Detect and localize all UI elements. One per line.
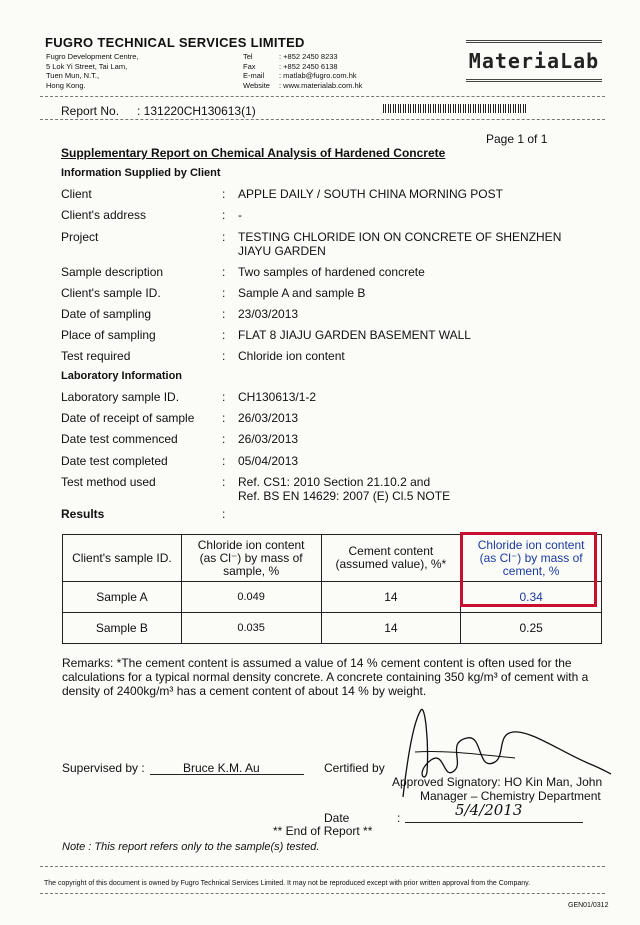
- field-label: Test required: [61, 349, 131, 363]
- field-value-cont: JIAYU GARDEN: [238, 244, 326, 258]
- report-no-label: Report No.: [61, 104, 120, 118]
- field-label: Test method used: [61, 475, 156, 489]
- footer-divider-bottom: [40, 893, 605, 894]
- field-colon: :: [222, 230, 226, 244]
- end-of-report: ** End of Report **: [273, 824, 373, 838]
- report-no-divider: [40, 119, 605, 120]
- table-cell: 0.049: [181, 582, 321, 613]
- contact-value: : +852 2450 6138: [279, 61, 338, 71]
- field-label: Client's address: [61, 208, 146, 222]
- field-value: APPLE DAILY / SOUTH CHINA MORNING POST: [238, 187, 503, 201]
- results-heading: Results: [61, 507, 105, 521]
- address-line: Hong Kong.: [46, 80, 86, 90]
- section-lab-heading: Laboratory Information: [61, 370, 183, 382]
- field-value: FLAT 8 JIAJU GARDEN BASEMENT WALL: [238, 328, 471, 342]
- table-cell: Sample B: [63, 613, 182, 644]
- field-colon: :: [222, 307, 226, 321]
- field-value: -: [238, 208, 242, 222]
- page-number: Page 1 of 1: [486, 132, 548, 146]
- address-line: Fugro Development Centre,: [46, 52, 139, 61]
- field-colon: :: [222, 390, 226, 404]
- field-label: Place of sampling: [61, 328, 156, 342]
- field-colon: :: [222, 187, 226, 201]
- company-contact: [243, 52, 362, 90]
- signatory-name: Approved Signatory: HO Kin Man, John: [392, 775, 603, 789]
- field-colon: :: [222, 475, 226, 489]
- table-cell: Sample A: [63, 582, 182, 613]
- field-value: TESTING CHLORIDE ION ON CONCRETE OF SHENZHEN: [238, 230, 562, 244]
- supervisor-name: Bruce K.M. Au: [183, 761, 260, 775]
- footnote: Note : This report refers only to the sample(s) tested.: [62, 841, 320, 853]
- field-colon: :: [222, 454, 226, 468]
- certified-label: Certified by: [324, 761, 385, 775]
- field-label: Laboratory sample ID.: [61, 390, 180, 404]
- section-client-heading: Information Supplied by Client: [61, 167, 221, 179]
- field-value: Chloride ion content: [238, 349, 345, 363]
- field-label: Date of receipt of sample: [61, 411, 195, 425]
- field-label: Date test completed: [61, 454, 168, 468]
- table-header: Chloride ion content (as Cl⁻) by mass of cement, %: [461, 535, 602, 582]
- field-colon: :: [222, 349, 226, 363]
- date-colon: :: [397, 811, 401, 825]
- supervisor-line: [150, 774, 304, 775]
- field-value: 26/03/2013: [238, 411, 299, 425]
- field-label: Date of sampling: [61, 307, 152, 321]
- field-value-cont: Ref. BS EN 14629: 2007 (E) Cl.5 NOTE: [238, 489, 451, 503]
- contact-label: Website: [243, 80, 270, 90]
- results-colon: :: [222, 507, 226, 521]
- field-value: 26/03/2013: [238, 432, 299, 446]
- barcode-icon: [383, 104, 526, 113]
- address-line: 5 Lok Yi Street, Tai Lam,: [46, 61, 128, 71]
- date-label: Date: [324, 811, 350, 825]
- field-value: Sample A and sample B: [238, 286, 366, 300]
- field-colon: :: [222, 328, 226, 342]
- contact-value: : +852 2450 8233: [279, 52, 338, 61]
- address-line: Tuen Mun, N.T.,: [46, 71, 100, 80]
- field-value: Ref. CS1: 2010 Section 21.10.2 and: [238, 475, 431, 489]
- table-cell: 0.25: [461, 613, 602, 644]
- field-value: 23/03/2013: [238, 307, 299, 321]
- table-cell: 0.035: [181, 613, 321, 644]
- contact-label: E-mail: [243, 71, 265, 80]
- date-value: 5/4/2013: [455, 801, 523, 819]
- contact-label: Tel: [243, 52, 253, 61]
- table-header: Chloride ion content (as Cl⁻) by mass of sample, %: [181, 535, 321, 582]
- field-value: Two samples of hardened concrete: [238, 265, 425, 279]
- field-colon: :: [222, 432, 226, 446]
- field-label: Date test commenced: [61, 432, 178, 446]
- signatory-title: Manager – Chemistry Department: [420, 789, 601, 803]
- contact-value: : matlab@fugro.com.hk: [279, 71, 357, 80]
- table-cell: 0.34: [461, 582, 602, 613]
- report-title: Supplementary Report on Chemical Analysis of Hardened Concrete: [61, 146, 446, 160]
- field-label: Sample description: [61, 265, 164, 279]
- field-value: CH130613/1-2: [238, 390, 317, 404]
- field-colon: :: [222, 286, 226, 300]
- field-colon: :: [222, 265, 226, 279]
- company-name: FUGRO TECHNICAL SERVICES LIMITED: [45, 35, 305, 50]
- company-address: [46, 52, 139, 90]
- form-code: GEN01/0312: [568, 902, 609, 909]
- contact-label: Fax: [243, 61, 256, 71]
- materialab-logo: MateriaLab: [466, 40, 602, 82]
- field-colon: :: [222, 208, 226, 222]
- report-no-value: : 131220CH130613(1): [137, 104, 256, 118]
- table-row: [63, 613, 602, 644]
- remarks: Remarks: *The cement content is assumed a value of 14 % cement content is often used for the calculations for a typical normal density concrete. A concrete containing 350 kg/m³ of cement with a density of 2400kg/m³ has a cement content of about 14 % by weight.: [62, 656, 589, 698]
- copyright: The copyright of this document is owned by Fugro Technical Services Limited. It may not be reproduced except with prior written approval from the Company.: [44, 880, 531, 887]
- field-value: 05/04/2013: [238, 454, 299, 468]
- table-header: Client's sample ID.: [63, 535, 182, 582]
- table-cell: 14: [321, 613, 461, 644]
- field-label: Client's sample ID.: [61, 286, 161, 300]
- header-divider: [40, 96, 605, 97]
- date-line: [405, 822, 583, 823]
- table-header: Cement content (assumed value), %*: [321, 535, 461, 582]
- field-label: Client: [61, 187, 92, 201]
- field-colon: :: [222, 411, 226, 425]
- highlight-box: [460, 532, 597, 607]
- field-label: Project: [61, 230, 99, 244]
- footer-divider-top: [40, 866, 605, 867]
- contact-value: : www.materialab.com.hk: [279, 80, 363, 90]
- table-cell: 14: [321, 582, 461, 613]
- supervised-label: Supervised by :: [62, 761, 145, 775]
